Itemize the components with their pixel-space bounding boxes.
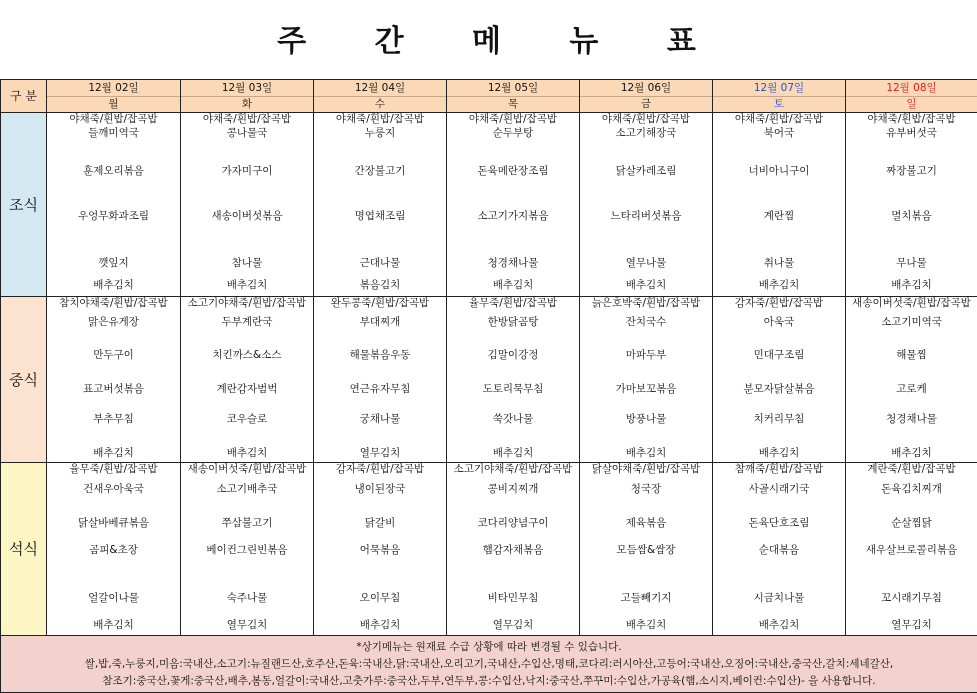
menu-item: 고들빼기지 (580, 592, 712, 604)
lunch-day-2 (314, 297, 447, 463)
day-date: 12월 07일 (713, 81, 846, 97)
menu-item: 야채죽/흰밥/잡곡밥 (47, 113, 180, 125)
menu-item: 방풍나물 (580, 413, 712, 425)
menu-item: 명엽채조림 (314, 210, 446, 222)
menu-item: 숙주나물 (181, 592, 313, 604)
menu-item: 소고기해장국 (580, 127, 712, 139)
menu-item: 궁채나물 (314, 413, 446, 425)
menu-item: 시금치나물 (713, 592, 845, 604)
menu-item: 늙은호박죽/흰밥/잡곡밥 (580, 297, 712, 309)
menu-item: 열무김치 (846, 619, 977, 631)
menu-item: 분모자닭살볶음 (713, 383, 845, 395)
menu-item: 느타리버섯볶음 (580, 210, 712, 222)
menu-item: 맑은유게장 (47, 316, 180, 328)
menu-item: 마파두부 (580, 349, 712, 361)
menu-item: 열무김치 (447, 619, 579, 631)
menu-item: 소고기야채죽/흰밥/잡곡밥 (447, 463, 579, 475)
menu-item: 율무죽/흰밥/잡곡밥 (47, 463, 180, 475)
day-weekday: 토 (713, 97, 845, 112)
lunch-day-3 (447, 297, 580, 463)
menu-item: 햄감자채볶음 (447, 544, 579, 556)
menu-item: 순살찜닭 (846, 517, 977, 529)
menu-item: 비타민무침 (447, 592, 579, 604)
menu-item: 유부버섯국 (846, 127, 977, 139)
menu-item: 돈육김치찌개 (846, 483, 977, 495)
menu-item: 소고기배추국 (181, 483, 313, 495)
menu-item: 배추김치 (713, 619, 845, 631)
menu-item: 해물볶음우동 (314, 349, 446, 361)
menu-item: 감자죽/흰밥/잡곡밥 (713, 297, 845, 309)
menu-item: 무나물 (846, 257, 977, 269)
menu-item: 배추김치 (713, 447, 845, 459)
menu-item: 소고기야채죽/흰밥/잡곡밥 (181, 297, 313, 309)
menu-item: 표고버섯볶음 (47, 383, 180, 395)
footer-origin2: 참조기:중국산,꽃게:중국산,배추,봄동,얼갈이:국내산,고춧가루:중국산,두부,연두부,콩:수입산,낙지:중국산,쭈꾸미:수입산,가공육(햄,소시지,베이컨:수입산)- 을 사용합니다. (1, 673, 977, 690)
day-date: 12월 08일 (846, 81, 977, 97)
menu-item: 참나물 (181, 257, 313, 269)
menu-item: 계란찜 (713, 210, 845, 222)
menu-item: 어묵볶음 (314, 544, 446, 556)
menu-item: 야채죽/흰밥/잡곡밥 (314, 113, 446, 125)
menu-item: 새송이버섯죽/흰밥/잡곡밥 (846, 297, 977, 309)
menu-item: 야채죽/흰밥/잡곡밥 (713, 113, 845, 125)
menu-item: 근대나물 (314, 257, 446, 269)
menu-item: 배추김치 (47, 619, 180, 631)
menu-item: 콩나물국 (181, 127, 313, 139)
menu-item: 냉이된장국 (314, 483, 446, 495)
day-weekday: 일 (846, 97, 977, 112)
breakfast-day-4 (580, 113, 713, 297)
breakfast-day-3 (447, 113, 580, 297)
menu-item: 치커리무침 (713, 413, 845, 425)
dinner-day-2 (314, 463, 447, 636)
day-header-5 (713, 80, 846, 113)
dinner-day-0 (47, 463, 181, 636)
menu-item: 오이무침 (314, 592, 446, 604)
menu-item: 소고기미역국 (846, 316, 977, 328)
menu-item: 가마보꼬볶음 (580, 383, 712, 395)
day-header-2 (314, 80, 447, 113)
menu-item: 한방닭곰탕 (447, 316, 579, 328)
menu-item: 야채죽/흰밥/잡곡밥 (181, 113, 313, 125)
dinner-day-1 (181, 463, 314, 636)
menu-item: 배추김치 (447, 447, 579, 459)
menu-item: 우엉무화과조림 (47, 210, 180, 222)
day-header-4 (580, 80, 713, 113)
menu-item: 청국장 (580, 483, 712, 495)
day-date: 12월 04일 (314, 81, 447, 97)
breakfast-row (1, 113, 977, 297)
menu-item: 민대구조림 (713, 349, 845, 361)
menu-item: 부대찌개 (314, 316, 446, 328)
menu-item: 가자미구이 (181, 165, 313, 177)
menu-item: 청경채나물 (846, 413, 977, 425)
menu-item: 순두부탕 (447, 127, 579, 139)
menu-item: 코우슬로 (181, 413, 313, 425)
menu-item: 너비아니구이 (713, 165, 845, 177)
menu-item: 새송이버섯볶음 (181, 210, 313, 222)
day-header-1 (181, 80, 314, 113)
menu-item: 제육볶음 (580, 517, 712, 529)
day-weekday: 월 (47, 97, 180, 112)
day-date: 12월 02일 (47, 81, 181, 97)
breakfast-day-1 (181, 113, 314, 297)
menu-item: 간장불고기 (314, 165, 446, 177)
title-text: 주 간 메 뉴 표 (277, 16, 700, 60)
day-header-3 (447, 80, 580, 113)
breakfast-label: 조식 (1, 113, 47, 297)
menu-item: 배추김치 (181, 279, 313, 291)
lunch-row (1, 297, 977, 463)
menu-item: 치킨까스&소스 (181, 349, 313, 361)
menu-item: 꼬시래기무침 (846, 592, 977, 604)
menu-item: 새송이버섯죽/흰밥/잡곡밥 (181, 463, 313, 475)
menu-item: 사골시래기국 (713, 483, 845, 495)
day-weekday: 화 (181, 97, 313, 112)
lunch-label: 중식 (1, 297, 47, 463)
menu-item: 배추김치 (713, 279, 845, 291)
menu-item: 계란죽/흰밥/잡곡밥 (846, 463, 977, 475)
menu-item: 감자죽/흰밥/잡곡밥 (314, 463, 446, 475)
breakfast-day-5 (713, 113, 846, 297)
lunch-day-1 (181, 297, 314, 463)
day-date: 12월 03일 (181, 81, 314, 97)
dinner-row (1, 463, 977, 636)
breakfast-day-2 (314, 113, 447, 297)
menu-item: 열무김치 (314, 447, 446, 459)
day-weekday: 목 (447, 97, 579, 112)
menu-item: 짜장불고기 (846, 165, 977, 177)
weekly-menu-table (0, 79, 977, 693)
menu-item: 얼갈이나물 (47, 592, 180, 604)
menu-item: 두부계란국 (181, 316, 313, 328)
breakfast-day-0 (47, 113, 181, 297)
menu-item: 배추김치 (580, 619, 712, 631)
menu-item: 볶음김치 (314, 279, 446, 291)
menu-item: 열무김치 (181, 619, 313, 631)
menu-item: 닭살바베큐볶음 (47, 517, 180, 529)
menu-item: 코다리양념구이 (447, 517, 579, 529)
menu-item: 취나물 (713, 257, 845, 269)
menu-item: 완두콩죽/흰밥/잡곡밥 (314, 297, 446, 309)
menu-item: 배추김치 (314, 619, 446, 631)
menu-item: 참치야채죽/흰밥/잡곡밥 (47, 297, 180, 309)
menu-item: 만두구이 (47, 349, 180, 361)
day-date: 12월 05일 (447, 81, 580, 97)
footer-origin1: 쌀,밥,죽,누룽지,미음:국내산,소고기:뉴질랜드산,호주산,돈육:국내산,닭:국내산,오리고기,국내산,수입산,명태,코다리:러시아산,고등어:국내산,오징어:국내산,중국산,갈치:세네갈산, (1, 656, 977, 673)
menu-item: 쑥갓나물 (447, 413, 579, 425)
menu-item: 배추김치 (447, 279, 579, 291)
header-row (1, 80, 977, 113)
menu-item: 배추김치 (580, 447, 712, 459)
menu-item: 해물찜 (846, 349, 977, 361)
day-weekday: 수 (314, 97, 446, 112)
lunch-day-0 (47, 297, 181, 463)
menu-item: 부추무침 (47, 413, 180, 425)
menu-item: 훈제오리볶음 (47, 165, 180, 177)
page-title (0, 0, 977, 76)
menu-item: 배추김치 (846, 447, 977, 459)
menu-item: 베이컨그린빈볶음 (181, 544, 313, 556)
dinner-day-3 (447, 463, 580, 636)
dinner-day-4 (580, 463, 713, 636)
menu-item: 고로케 (846, 383, 977, 395)
breakfast-day-6 (846, 113, 977, 297)
menu-item: 김말이강정 (447, 349, 579, 361)
menu-item: 야채죽/흰밥/잡곡밥 (846, 113, 977, 125)
menu-item: 배추김치 (846, 279, 977, 291)
menu-item: 순대볶음 (713, 544, 845, 556)
dinner-label: 석식 (1, 463, 47, 636)
menu-item: 소고기가지볶음 (447, 210, 579, 222)
menu-item: 열무나물 (580, 257, 712, 269)
menu-item: 모듬쌈&쌈장 (580, 544, 712, 556)
menu-item: 야채죽/흰밥/잡곡밥 (447, 113, 579, 125)
menu-item: 율무죽/흰밥/잡곡밥 (447, 297, 579, 309)
menu-item: 배추김치 (47, 279, 180, 291)
footer-notice: *상기메뉴는 원재료 수급 상황에 따라 변경될 수 있습니다. (1, 639, 977, 656)
lunch-day-6 (846, 297, 977, 463)
menu-item: 콩비지찌개 (447, 483, 579, 495)
menu-item: 배추김치 (47, 447, 180, 459)
footer-row (1, 636, 977, 693)
menu-item: 참깨죽/흰밥/잡곡밥 (713, 463, 845, 475)
menu-item: 배추김치 (181, 447, 313, 459)
menu-item: 배추김치 (580, 279, 712, 291)
menu-item: 연근유자무침 (314, 383, 446, 395)
day-header-6 (846, 80, 977, 113)
menu-item: 도토리묵무침 (447, 383, 579, 395)
day-header-0 (47, 80, 181, 113)
day-weekday: 금 (580, 97, 712, 112)
footer-notice (1, 636, 977, 693)
menu-item: 계란감자범벅 (181, 383, 313, 395)
menu-item: 닭살카레조림 (580, 165, 712, 177)
gubun-label: 구 분 (1, 80, 47, 113)
menu-item: 돈육메란장조림 (447, 165, 579, 177)
dinner-day-6 (846, 463, 977, 636)
menu-item: 깻잎지 (47, 257, 180, 269)
menu-item: 잔치국수 (580, 316, 712, 328)
menu-item: 건새우아욱국 (47, 483, 180, 495)
menu-item: 아욱국 (713, 316, 845, 328)
menu-item: 쭈삼불고기 (181, 517, 313, 529)
lunch-day-4 (580, 297, 713, 463)
menu-item: 곰피&초장 (47, 544, 180, 556)
menu-item: 청경채나물 (447, 257, 579, 269)
menu-item: 멸치볶음 (846, 210, 977, 222)
menu-item: 닭갈비 (314, 517, 446, 529)
menu-item: 들깨미역국 (47, 127, 180, 139)
menu-item: 야채죽/흰밥/잡곡밥 (580, 113, 712, 125)
menu-item: 새우살브로콜리볶음 (846, 544, 977, 556)
menu-item: 누룽지 (314, 127, 446, 139)
menu-item: 북어국 (713, 127, 845, 139)
menu-item: 돈육단호조림 (713, 517, 845, 529)
day-date: 12월 06일 (580, 81, 713, 97)
lunch-day-5 (713, 297, 846, 463)
menu-item: 닭살야채죽/흰밥/잡곡밥 (580, 463, 712, 475)
dinner-day-5 (713, 463, 846, 636)
